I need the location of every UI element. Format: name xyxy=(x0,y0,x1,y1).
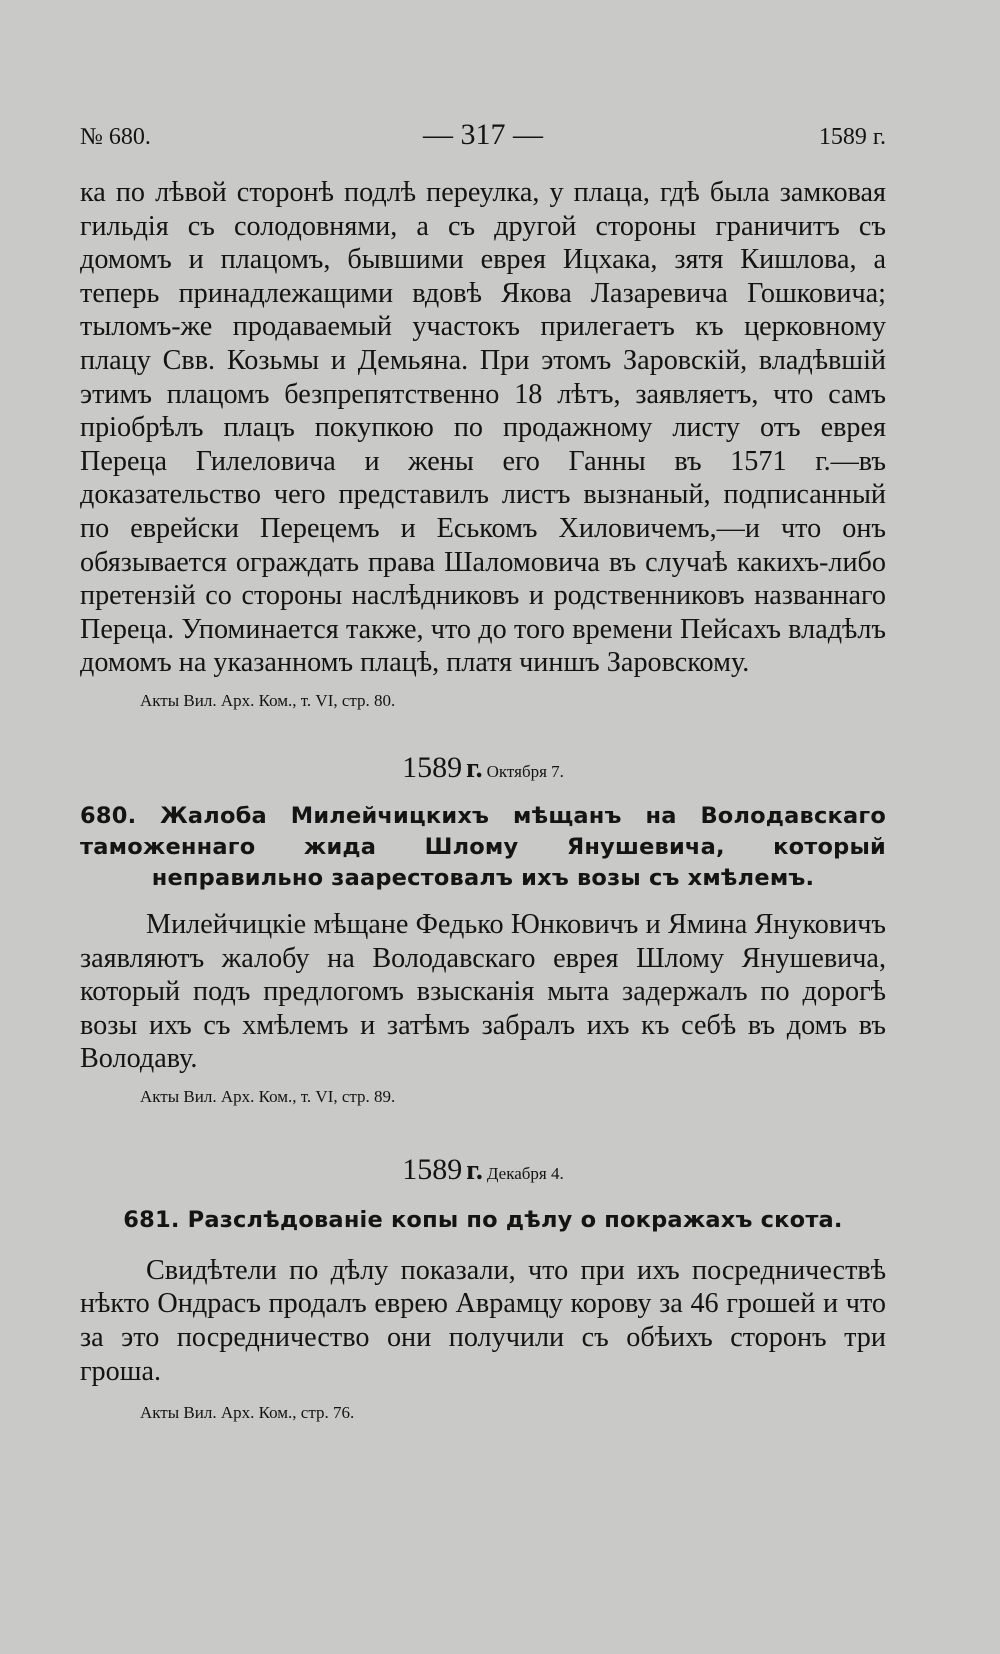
entry-paragraph: Милейчицкіе мѣщане Федько Юнковичъ и Ямина Януковичъ заявляютъ жалобу на Володавскаго еврея Шлому Янушевича, который подъ предлогомъ взысканія мыта задержалъ по дорогѣ возы ихъ съ хмѣлемъ и затѣмъ забралъ ихъ къ себѣ въ домъ въ Володаву. xyxy=(80,908,886,1075)
entry-heading: 681. Разслѣдованіе копы по дѣлу о покражахъ скота. xyxy=(123,1206,843,1233)
date-month: Декабря 4. xyxy=(486,1163,564,1183)
date-month: Октября 7. xyxy=(486,761,564,781)
page-number: — 317 — xyxy=(423,118,543,151)
source-citation: Акты Вил. Арх. Ком., т. VI, стр. 80. xyxy=(140,690,396,710)
running-header xyxy=(80,118,886,158)
date-year: 1589 xyxy=(402,750,463,784)
header-year: 1589 г. xyxy=(818,124,886,150)
entry-heading: 680. Жалоба Милейчицкихъ мѣщанъ на Володавскаго таможеннаго жида Шлому Янушевича, который неправильно заарестовалъ ихъ возы съ хмѣлемъ. xyxy=(80,802,886,891)
date-year-suffix: г. xyxy=(466,1154,483,1186)
date-year-suffix: г. xyxy=(466,752,483,784)
source-citation: Акты Вил. Арх. Ком., стр. 76. xyxy=(140,1403,355,1423)
continuation-paragraph: ка по лѣвой сторонѣ подлѣ переулка, у плаца, гдѣ была замковая гильдія съ солодовнями, а съ другой стороны граничитъ съ домомъ и плацомъ, бывшими еврея Ицхака, зятя Кишлова, а теперь принадлежащими вдовѣ Якова Лазаревича Гошковича; тыломъ-же продаваемый участокъ прилегаетъ къ церковному плацу Свв. Козьмы и Демьяна. При этомъ Заровскій, владѣвшій этимъ плацомъ безпрепятственно 18 лѣтъ, заявляетъ, что самъ пріобрѣлъ плацъ покупкою по продажному листу отъ еврея Переца Гилеловича и жены его Ганны въ 1571 г.—въ доказательство чего представилъ листъ вызнаный, подписанный по еврейски Перецемъ и Еськомъ Хиловичемъ,—и что онъ обязывается ограждать права Шаломовича въ случаѣ какихъ-либо претензій со стороны наслѣдниковъ и родственниковъ названнаго Переца. Упоминается также, что до того времени Пейсахъ владѣлъ домомъ на указанномъ плацѣ, платя чиншъ Заровскому. xyxy=(80,177,886,679)
document-number: № 680. xyxy=(80,124,151,150)
date-year: 1589 xyxy=(402,1152,463,1186)
entry-date xyxy=(80,750,886,791)
source-citation: Акты Вил. Арх. Ком., т. VI, стр. 89. xyxy=(140,1086,396,1106)
entry-paragraph: Свидѣтели по дѣлу показали, что при ихъ посредничествѣ нѣкто Ондрасъ продалъ еврею Аврамцу корову за 46 грошей и что за это посредничество они получили съ обѣихъ сторонъ три гроша. xyxy=(80,1254,886,1387)
entry-date xyxy=(80,1152,886,1193)
book-page xyxy=(80,118,886,1424)
